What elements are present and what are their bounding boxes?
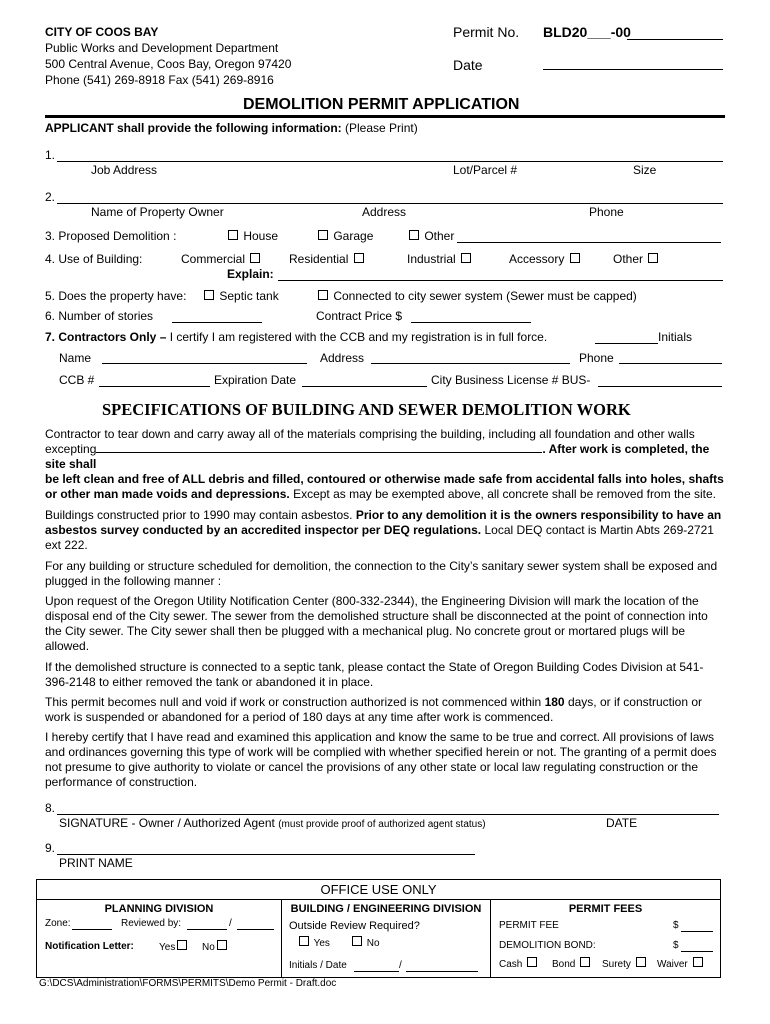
contractor-name-field[interactable] — [102, 363, 307, 364]
instruction: APPLICANT shall provide the following information: (Please Print) — [45, 121, 418, 135]
checkbox-icon[interactable] — [636, 957, 646, 967]
proposed-demolition-label: 3. Proposed Demolition : — [45, 229, 177, 243]
initials-label: Initials — [658, 330, 693, 344]
permit-no-value: BLD20___-00 — [543, 24, 631, 40]
property-have-label: 5. Does the property have: — [45, 289, 187, 303]
signature-date-label: DATE — [606, 816, 638, 830]
permit-no-label: Permit No. — [453, 24, 520, 40]
sewer-option[interactable]: Connected to city sewer system (Sewer must be capped) — [316, 289, 637, 303]
owner-address-label: Address — [362, 205, 407, 219]
permit-fee-field[interactable] — [681, 931, 713, 932]
para-asbestos: Buildings constructed prior to 1990 may contain asbestos. Prior to any demolition it is the owners responsibility to have an asbestos survey conducted by an accredited inspector per DEQ regulations. Local DEQ contact is Martin Abts 269-2721 ext 222. — [45, 508, 722, 552]
spec-title: SPECIFICATIONS OF BUILDING AND SEWER DEMOLITION WORK — [102, 400, 631, 419]
expiration-label: Expiration Date — [214, 373, 297, 387]
office-use-box — [36, 879, 721, 978]
department-phone: Phone (541) 269-8918 Fax (541) 269-8916 — [45, 73, 274, 87]
department-address: 500 Central Avenue, Coos Bay, Oregon 97420 — [45, 57, 292, 71]
permit-fees — [491, 900, 720, 977]
notification-no[interactable]: No — [202, 940, 229, 953]
zone-field[interactable] — [72, 929, 112, 930]
line-1-number: 1. — [45, 148, 56, 162]
lot-parcel-label: Lot/Parcel # — [453, 163, 518, 177]
job-address-field[interactable] — [57, 161, 723, 162]
checkbox-icon[interactable] — [228, 230, 238, 240]
contractor-address-label: Address — [320, 351, 365, 365]
commercial-option[interactable]: Commercial — [181, 252, 262, 266]
demolition-bond-field[interactable] — [681, 951, 713, 952]
building-title: BUILDING / ENGINEERING DIVISION — [290, 903, 482, 915]
surety-option[interactable]: Surety — [602, 957, 648, 970]
initials-date-label: Initials / Date — [289, 960, 347, 971]
checkbox-icon[interactable] — [177, 940, 187, 950]
contractors-certify: 7. Contractors Only – I certify I am registered with the CCB and my registration is in full force. — [45, 330, 548, 344]
para-septic: If the demolished structure is connected to a septic tank, please contact the State of Oregon Building Codes Division at 541-396-2148 to either removed the tank or abandoned it in place. — [45, 660, 704, 689]
other-demolition-field[interactable] — [457, 242, 721, 243]
permit-fee-label: PERMIT FEE — [499, 920, 559, 931]
para-sewer-connection: For any building or structure scheduled for demolition, the connection to the City’s sanitary sewer system shall be exposed and plugged in the following manner : — [45, 559, 718, 588]
initials-date-slash: / — [399, 960, 402, 971]
contractor-address-field[interactable] — [371, 363, 570, 364]
checkbox-icon[interactable] — [570, 253, 580, 263]
contractor-phone-label: Phone — [579, 351, 614, 365]
footer-file-path: G:\DCS\Administration\FORMS\PERMITS\Demo Permit - Draft.doc — [39, 978, 337, 989]
line-8-number: 8. — [45, 801, 56, 815]
business-license-label: City Business License # BUS- — [431, 373, 591, 387]
ccb-field[interactable] — [99, 386, 210, 387]
checkbox-icon[interactable] — [527, 957, 537, 967]
para-tear-down: Contractor to tear down and carry away all of the materials comprising the building, including all foundation and other walls excepting . After work is completed, the site shall be left clean and free of ALL debris and filled, contoured or otherwise made safe from accidental falls into holes, shafts or other man made voids and depressions. Except as may be exempted above, all concrete shall be removed from the site. — [45, 427, 724, 501]
checkbox-icon[interactable] — [580, 957, 590, 967]
notification-yes[interactable]: Yes — [159, 940, 189, 953]
stories-label: 6. Number of stories — [45, 309, 154, 323]
reviewed-date-field[interactable] — [237, 929, 274, 930]
form-title: DEMOLITION PERMIT APPLICATION — [243, 96, 520, 113]
signature-label: SIGNATURE - Owner / Authorized Agent (must provide proof of authorized agent status) — [59, 816, 486, 830]
checkbox-icon[interactable] — [461, 253, 471, 263]
line-9-number: 9. — [45, 841, 56, 855]
outside-review-yes[interactable]: Yes — [297, 936, 330, 949]
print-name-label: PRINT NAME — [59, 856, 133, 870]
zone-label: Zone: — [45, 918, 71, 929]
ccb-label: CCB # — [59, 373, 95, 387]
building-date-field[interactable] — [406, 971, 478, 972]
job-address-label: Job Address — [91, 163, 158, 177]
checkbox-icon[interactable] — [250, 253, 260, 263]
explain-label: Explain: — [227, 267, 274, 281]
reviewed-slash: / — [229, 918, 232, 929]
signature-field[interactable] — [57, 814, 719, 815]
checkbox-icon[interactable] — [318, 230, 328, 240]
print-name-field[interactable] — [57, 854, 475, 855]
owner-phone-label: Phone — [589, 205, 624, 219]
outside-review-no[interactable]: No — [350, 936, 380, 949]
cash-option[interactable]: Cash — [499, 957, 539, 970]
owner-label: Name of Property Owner — [91, 205, 224, 219]
checkbox-icon[interactable] — [352, 936, 362, 946]
city-name: CITY OF COOS BAY — [45, 25, 159, 39]
checkbox-icon[interactable] — [299, 936, 309, 946]
para-permit-void: This permit becomes null and void if work or construction authorized is not commenced within 180 days, or if construction or work is suspended or abandoned for a period of 180 days at any time after work is commenced. — [45, 695, 703, 724]
house-option[interactable]: House — [226, 229, 278, 243]
bond-option[interactable]: Bond — [552, 957, 592, 970]
date-label: Date — [453, 57, 483, 73]
demolition-bond-label: DEMOLITION BOND: — [499, 940, 596, 951]
garage-option[interactable]: Garage — [316, 229, 373, 243]
waiver-option[interactable]: Waiver — [657, 957, 705, 970]
department-name: Public Works and Development Department — [45, 41, 279, 55]
checkbox-icon[interactable] — [318, 290, 328, 300]
permit-fee-dollar: $ — [673, 920, 679, 931]
line-2-number: 2. — [45, 190, 56, 204]
industrial-option[interactable]: Industrial — [407, 252, 473, 266]
use-of-building-label: 4. Use of Building: — [45, 252, 143, 266]
accessory-option[interactable]: Accessory — [509, 252, 582, 266]
expiration-field[interactable] — [302, 386, 427, 387]
checkbox-icon[interactable] — [648, 253, 658, 263]
initials-field[interactable] — [595, 343, 658, 344]
contract-price-label: Contract Price $ — [316, 309, 403, 323]
contract-price-field[interactable] — [411, 322, 531, 323]
owner-field[interactable] — [57, 203, 723, 204]
size-label: Size — [633, 163, 657, 177]
business-license-field[interactable] — [598, 386, 722, 387]
notification-label: Notification Letter: — [45, 941, 134, 952]
planning-division — [37, 900, 282, 977]
date-field[interactable] — [543, 69, 723, 70]
outside-review-label: Outside Review Required? — [289, 920, 420, 932]
checkbox-icon[interactable] — [204, 290, 214, 300]
bond-dollar: $ — [673, 940, 679, 951]
contractor-phone-field[interactable] — [619, 363, 722, 364]
office-use-title: OFFICE USE ONLY — [37, 880, 720, 900]
planning-title: PLANNING DIVISION — [104, 903, 214, 915]
stories-field[interactable] — [172, 322, 262, 323]
title-rule — [45, 115, 725, 118]
permit-fees-title: PERMIT FEES — [568, 903, 643, 915]
contractor-name-label: Name — [59, 351, 92, 365]
use-other-option[interactable]: Other — [613, 252, 660, 266]
explain-field[interactable] — [278, 280, 723, 281]
permit-no-field[interactable] — [627, 39, 723, 40]
para-oregon-utility: Upon request of the Oregon Utility Notification Center (800-332-2344), the Engineering Division will mark the location of the disposal end of the City sewer. The sewer from the demolished structure shall be disconnected at the point of connection into the City sewer. The City sewer shall then be plugged with a mechanical plug. No concrete grout or mortared plugs will be allowed. — [45, 594, 708, 653]
residential-option[interactable]: Residential — [289, 252, 366, 266]
para-certify: I hereby certify that I have read and examined this application and know the same to be true and correct. All provisions of laws and ordinances governing this type of work will be complied with whether specified herein or not. The granting of a permit does not presume to give authority to violate or cancel the provisions of any other state or local law regulating construction or the performance of construction. — [45, 730, 717, 789]
reviewed-by-field[interactable] — [187, 929, 227, 930]
other-option[interactable]: Other — [407, 229, 454, 243]
checkbox-icon[interactable] — [409, 230, 419, 240]
checkbox-icon[interactable] — [354, 253, 364, 263]
building-initials-field[interactable] — [354, 971, 399, 972]
checkbox-icon[interactable] — [693, 957, 703, 967]
septic-option[interactable]: Septic tank — [202, 289, 279, 303]
checkbox-icon[interactable] — [217, 940, 227, 950]
reviewed-label: Reviewed by: — [121, 918, 182, 929]
building-division — [282, 900, 491, 977]
